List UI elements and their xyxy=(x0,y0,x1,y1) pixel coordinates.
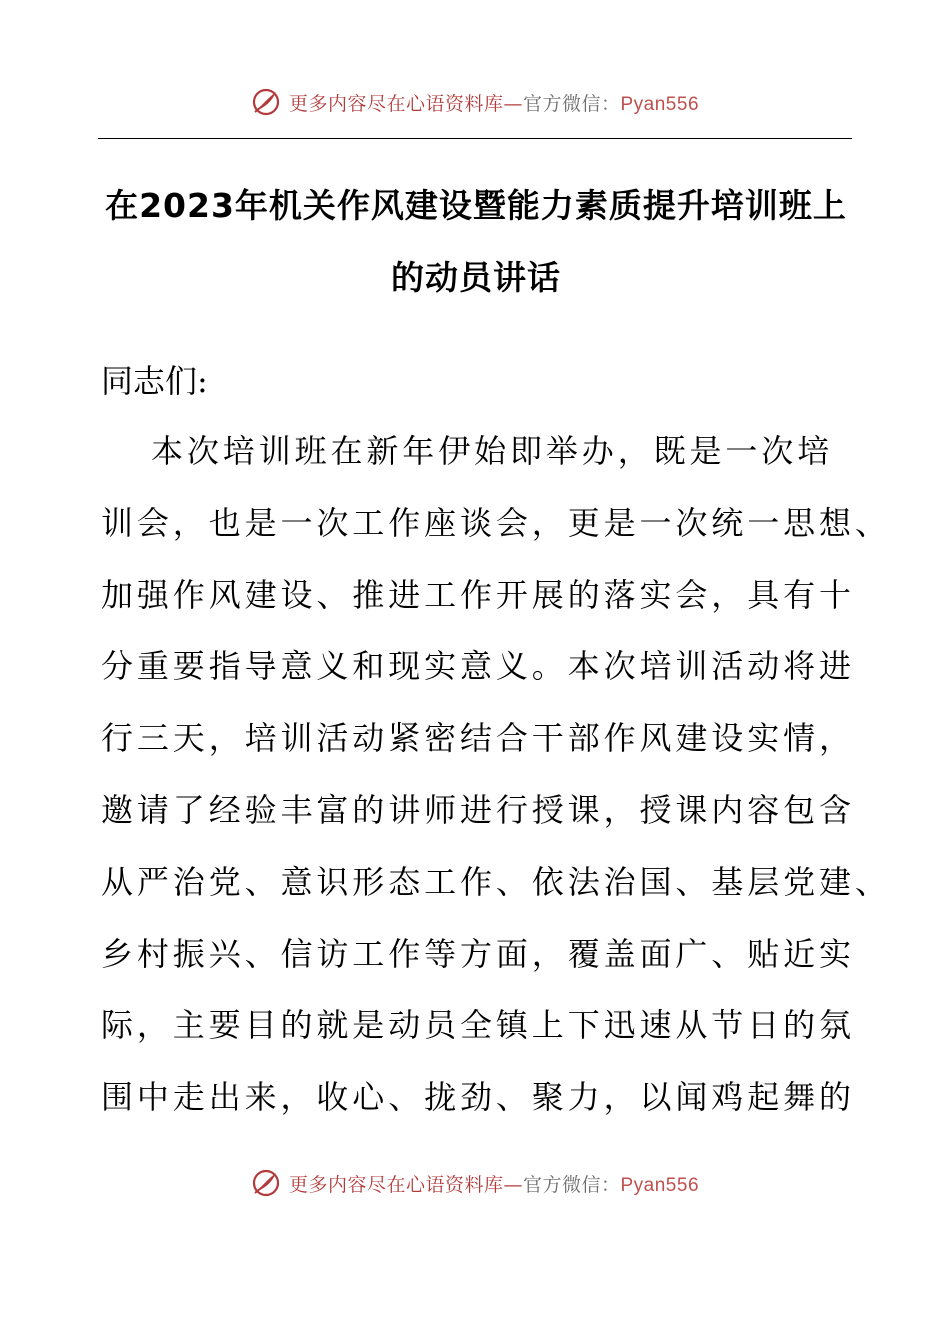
watermark-wechat-id: Pyan556 xyxy=(620,93,700,115)
body-paragraph xyxy=(101,416,891,1134)
quill-pen-logo-icon xyxy=(251,87,281,117)
body-line: 本次培训班在新年伊始即举办，既是一次培 xyxy=(151,432,834,470)
footer-watermark xyxy=(0,1163,950,1203)
body-line: 邀请了经验丰富的讲师进行授课，授课内容包含 xyxy=(101,790,855,829)
watermark-wechat-label: 官方微信： xyxy=(522,1173,621,1196)
header-watermark xyxy=(0,82,950,122)
salutation: 同志们: xyxy=(101,362,208,400)
watermark-text xyxy=(289,89,699,116)
body-line: 加强作风建设、推进工作开展的落实会，具有十 xyxy=(101,575,855,614)
body-line: 行三天，培训活动紧密结合干部作风建设实情， xyxy=(101,719,855,758)
watermark-wechat-id: Pyan556 xyxy=(620,1174,700,1196)
watermark-site-text: 更多内容尽在心语资料库 xyxy=(288,1173,504,1196)
body-line: 从严治党、意识形态工作、依法治国、基层党建、 xyxy=(101,862,891,901)
body-line: 分重要指导意义和现实意义。本次培训活动将进 xyxy=(101,647,855,686)
watermark-wechat-label: 官方微信： xyxy=(522,92,621,115)
title-line-2: 的动员讲话 xyxy=(391,258,561,297)
body-line: 训会，也是一次工作座谈会，更是一次统一思想、 xyxy=(101,503,891,542)
document-title xyxy=(98,170,854,314)
title-line-1: 在2023年机关作风建设暨能力素质提升培训班上 xyxy=(105,186,847,225)
watermark-site-text: 更多内容尽在心语资料库 xyxy=(288,92,504,115)
watermark-text xyxy=(289,1170,699,1197)
body-line: 围中走出来，收心、拢劲、聚力，以闻鸡起舞的 xyxy=(101,1078,855,1117)
watermark-dash: — xyxy=(503,92,523,115)
quill-pen-logo-icon xyxy=(251,1168,281,1198)
watermark-dash: — xyxy=(503,1173,523,1196)
header-divider xyxy=(98,138,852,139)
body-line: 际，主要目的就是动员全镇上下迅速从节日的氛 xyxy=(101,1006,855,1045)
body-line: 乡村振兴、信访工作等方面，覆盖面广、贴近实 xyxy=(101,934,855,973)
